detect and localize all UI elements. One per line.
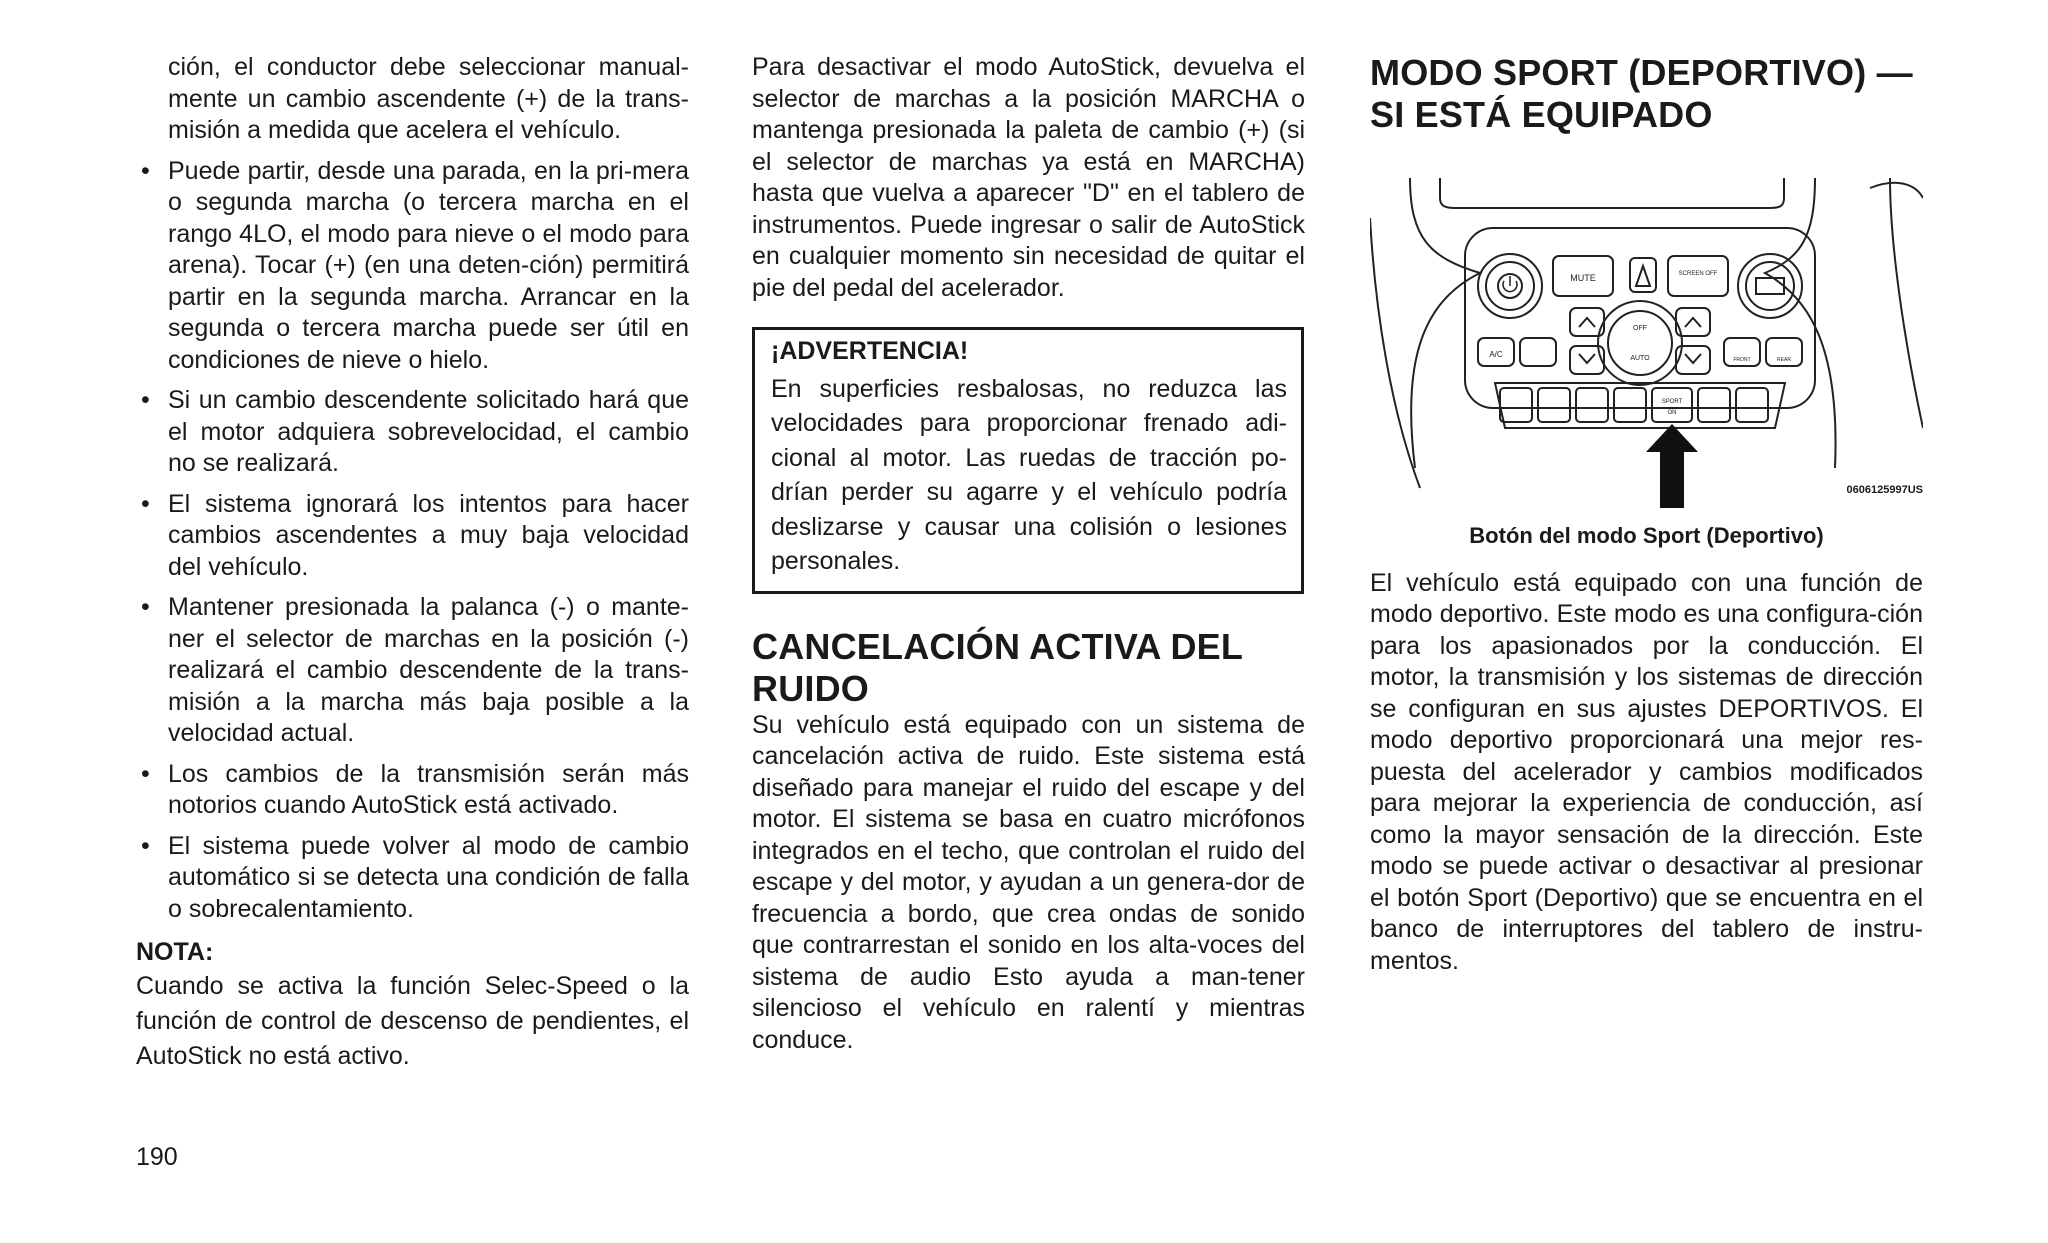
bullet-icon: • — [141, 593, 150, 621]
list-item-text: Puede partir, desde una parada, en la pri-mera o segunda marcha (o tercera marcha en el rango 4LO, el modo para nieve o el modo para arena). Tocar (+) (en una deten-ción) permitirá partir en la segunda marcha. Arrancar en la segunda o tercera marcha puede ser útil en condiciones de nieve o hielo. — [168, 156, 689, 374]
list-item — [136, 489, 689, 584]
dashboard-switch-bank-drawing — [1370, 178, 1923, 508]
list-item — [136, 385, 689, 480]
front-defrost-label: FRONT — [1733, 357, 1751, 363]
mute-label: MUTE — [1570, 273, 1596, 283]
column-right — [1370, 52, 1923, 977]
list-item-text: El sistema puede volver al modo de cambio automático si se detecta una condición de falla o sobrecalentamiento. — [168, 831, 689, 923]
bullet-icon: • — [141, 489, 150, 518]
bullet-icon: • — [141, 831, 150, 860]
warning-text: En superficies resbalosas, no reduzca las velocidades para proporcionar frenado adi-cional al motor. Las ruedas de tracción po-drían perder su agarre y el vehículo podría deslizarse y causar una colisión o lesiones personales. — [771, 374, 1287, 575]
rear-defrost-label: REAR — [1777, 357, 1791, 363]
pointer-arrow-icon — [1646, 424, 1698, 508]
bullet-list — [136, 156, 689, 926]
power-icon — [1503, 276, 1517, 292]
warning-title: ¡ADVERTENCIA! — [771, 337, 969, 365]
list-item-text: El sistema ignorará los intentos para hacer cambios ascendentes a muy baja velocidad del vehículo. — [168, 489, 689, 581]
list-item — [136, 156, 689, 377]
sport-on-label: ON — [1667, 410, 1677, 416]
note-text: Cuando se activa la función Selec-Speed o la función de control de descenso de pendientes, el AutoStick no está activo. — [136, 971, 689, 1070]
figure-caption: Botón del modo Sport (Deportivo) — [1469, 523, 1824, 548]
noise-paragraph: Su vehículo está equipado con un sistema de cancelación activa de ruido. Este sistema está diseñado para manejar el ruido del escape y del motor. El sistema se basa en cuatro micrófonos integrados en el techo, que controlan el ruido del escape y del motor, y ayudan a un genera-dor de frecuencia a bordo, que crea ondas de sonido que contrarrestan el sonido en los alta-voces del sistema de audio Esto ayuda a man-tener silencioso el vehículo en ralentí y mientras conduce. — [752, 710, 1305, 1054]
sport-paragraph: El vehículo está equipado con una función de modo deportivo. Este modo es una configura-ción para los apasionados por la conducción. El motor, la transmisión y los sistemas de dirección se configuran en sus ajustes DEPORTIVOS. El modo deportivo proporcionará una mejor res-puesta del acelerador y cambios modificados para mejorar la experiencia de conducción, así como la mayor sensación de la dirección. Este modo se puede activar o desactivar al presionar el botón Sport (Deportivo) que se encuentra en el banco de interruptores del tablero de instru-mentos. — [1370, 568, 1923, 975]
ac-label: A/C — [1489, 350, 1503, 359]
sport-button-illustration — [1370, 178, 1923, 508]
screen-off-label: SCREEN OFF — [1678, 271, 1718, 277]
sport-button-label: SPORT — [1661, 399, 1683, 405]
section-heading-sport: MODO SPORT (DEPORTIVO) — SI ESTÁ EQUIPADO — [1370, 52, 1913, 135]
section-heading-noise: CANCELACIÓN ACTIVA DEL RUIDO — [752, 625, 1243, 709]
column-middle — [752, 52, 1305, 1056]
bullet-icon: • — [141, 759, 150, 788]
figure-code: 0606125997US — [1846, 483, 1923, 496]
page-number: 190 — [136, 1143, 178, 1171]
list-item — [136, 831, 689, 926]
warning-box — [752, 327, 1304, 594]
list-item — [136, 759, 689, 822]
list-item-text: Si un cambio descendente solicitado hará que el motor adquiera sobrevelocidad, el cambio no se realizará. — [168, 386, 689, 477]
off-label: OFF — [1633, 325, 1647, 332]
column-left — [136, 52, 689, 1074]
auto-label: AUTO — [1630, 355, 1650, 362]
intro-paragraph: ción, el conductor debe seleccionar manual-mente un cambio ascendente (+) de la trans-misión a medida que acelera el vehículo. — [168, 53, 689, 144]
list-item — [136, 592, 689, 750]
autostick-paragraph: Para desactivar el modo AutoStick, devuelva el selector de marchas a la posición MARCHA o mantenga presionada la paleta de cambio (+) (si el selector de marchas ya está en MARCHA) hasta que vuelva a aparecer "D" en el tablero de instrumentos. Puede ingresar o salir de AutoStick en cualquier momento sin necesidad de quitar el pie del pedal del acelerador. — [752, 53, 1305, 302]
bullet-icon: • — [141, 386, 150, 414]
bullet-icon: • — [141, 156, 150, 185]
list-item-text: Mantener presionada la palanca (-) o mante-ner el selector de marchas en la posición (-) realizará el cambio descendente de la trans-misión a la marcha más baja posible a la velocidad actual. — [168, 593, 689, 747]
note-label: NOTA: — [136, 938, 214, 966]
list-item-text: Los cambios de la transmisión serán más notorios cuando AutoStick está activado. — [168, 759, 689, 819]
